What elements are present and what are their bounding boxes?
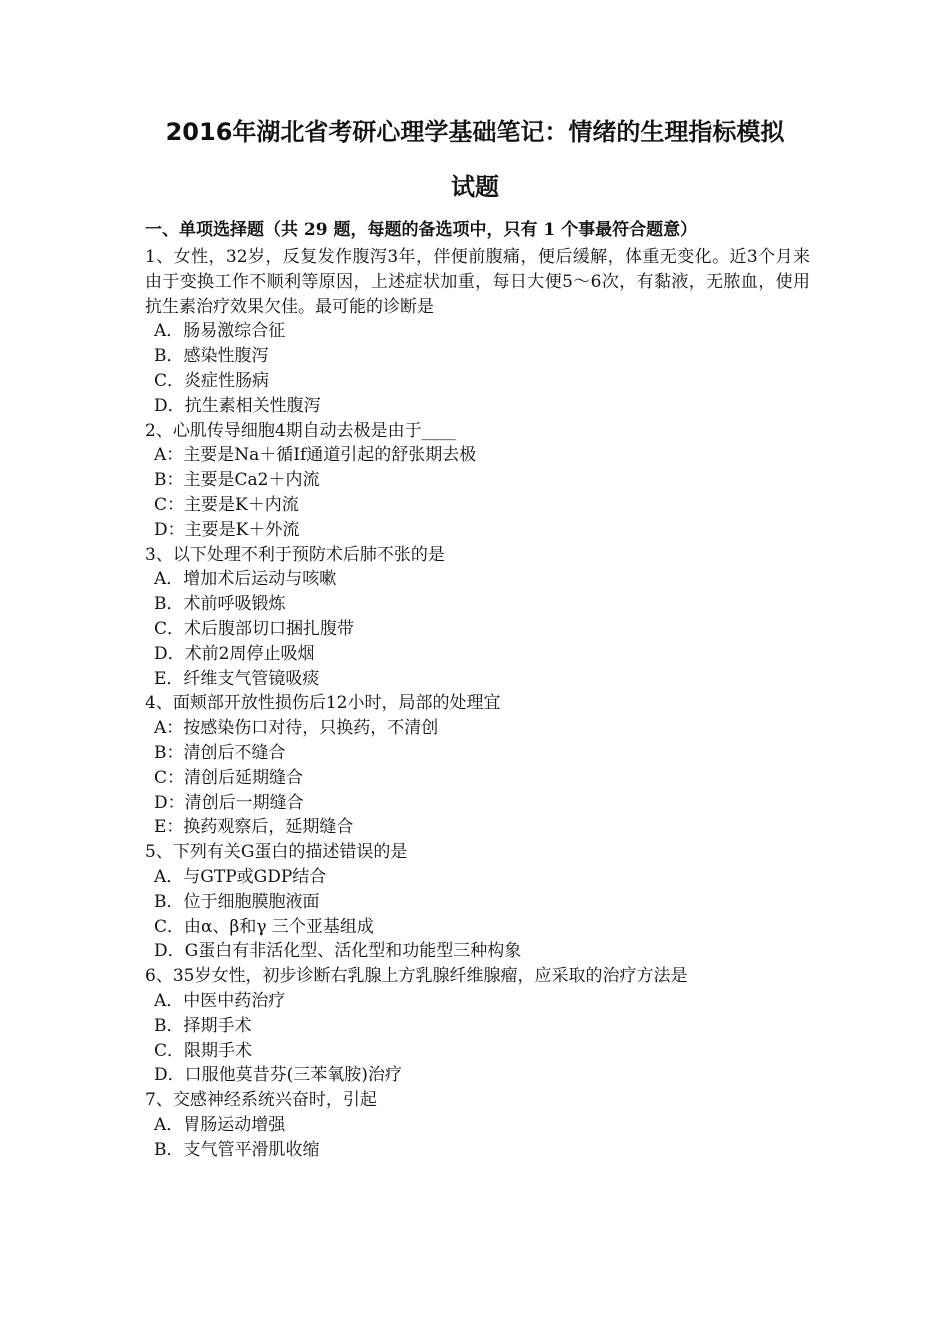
option-d: D：主要是K＋外流	[154, 519, 300, 540]
option-e: E：换药观察后，延期缝合	[154, 817, 354, 838]
question-3	[145, 543, 810, 692]
option-list	[145, 567, 810, 691]
option-a: A：主要是Na＋循If通道引起的舒张期去极	[154, 445, 477, 466]
option-list	[145, 865, 810, 964]
option-e: E．纤维支气管镜吸痰	[154, 668, 320, 689]
option-b: B：主要是Ca2＋内流	[154, 470, 320, 491]
document-title-continued: 试题	[451, 173, 499, 201]
option-d: D：清创后一期缝合	[154, 792, 304, 813]
question-stem: 5、下列有关G蛋白的描述错误的是	[145, 842, 408, 863]
option-c: C．由α、β和γ 三个亚基组成	[154, 916, 374, 937]
option-c: C：主要是K＋内流	[154, 494, 299, 515]
option-a: A．中医中药治疗	[154, 990, 286, 1011]
question-stem: 1、女性，32岁，反复发作腹泻3年，伴便前腹痛，便后缓解，体重无变化。近3个月来由于变换工作不顺利等原因，上述症状加重，每日大便5～6次，有黏液，无脓血，使用抗生素治疗效果欠佳。最可能的诊断是	[145, 247, 810, 317]
option-list	[145, 319, 810, 418]
option-b: B．支气管平滑肌收缩	[154, 1139, 320, 1160]
option-a: A．与GTP或GDP结合	[154, 866, 327, 887]
option-c: C．限期手术	[154, 1040, 253, 1061]
option-b: B．择期手术	[154, 1015, 252, 1036]
question-list	[145, 245, 810, 1162]
option-c: C．术后腹部切口捆扎腹带	[154, 618, 355, 639]
question-stem: 4、面颊部开放性损伤后12小时，局部的处理宜	[145, 693, 501, 714]
question-5	[145, 840, 810, 964]
question-1	[145, 245, 810, 419]
option-a: A：按感染伤口对待，只换药，不清创	[154, 718, 439, 739]
option-a: A．肠易激综合征	[154, 321, 286, 342]
option-d: D．术前2周停止吸烟	[154, 643, 315, 664]
option-a: A．胃肠运动增强	[154, 1114, 286, 1135]
option-d: D．口服他莫昔芬(三苯氧胺)治疗	[154, 1065, 402, 1086]
option-b: B．术前呼吸锻炼	[154, 594, 286, 615]
option-c: C：清创后延期缝合	[154, 767, 304, 788]
question-6	[145, 964, 810, 1088]
question-2	[145, 419, 810, 543]
question-stem: 3、以下处理不利于预防术后肺不张的是	[145, 544, 445, 565]
document-title: 2016年湖北省考研心理学基础笔记：情绪的生理指标模拟	[165, 118, 785, 146]
option-list	[145, 1113, 810, 1163]
option-d: D．抗生素相关性腹泻	[154, 395, 321, 416]
question-stem: 7、交感神经系统兴奋时，引起	[145, 1090, 377, 1111]
option-a: A．增加术后运动与咳嗽	[154, 569, 337, 590]
question-4	[145, 691, 810, 840]
option-list	[145, 989, 810, 1088]
option-b: B．位于细胞膜胞液面	[154, 891, 320, 912]
option-c: C．炎症性肠病	[154, 370, 270, 391]
option-b: B．感染性腹泻	[154, 346, 269, 367]
question-stem: 6、35岁女性，初步诊断右乳腺上方乳腺纤维腺瘤，应采取的治疗方法是	[145, 966, 688, 987]
section-heading: 一、单项选择题（共 29 题，每题的备选项中，只有 1 个事最符合题意）	[145, 220, 698, 240]
option-list	[145, 716, 810, 840]
option-d: D．G蛋白有非活化型、活化型和功能型三种构象	[154, 941, 522, 962]
option-b: B：清创后不缝合	[154, 742, 286, 763]
question-7	[145, 1088, 810, 1162]
option-list	[145, 443, 810, 542]
question-stem: 2、心肌传导细胞4期自动去极是由于____	[145, 420, 456, 441]
